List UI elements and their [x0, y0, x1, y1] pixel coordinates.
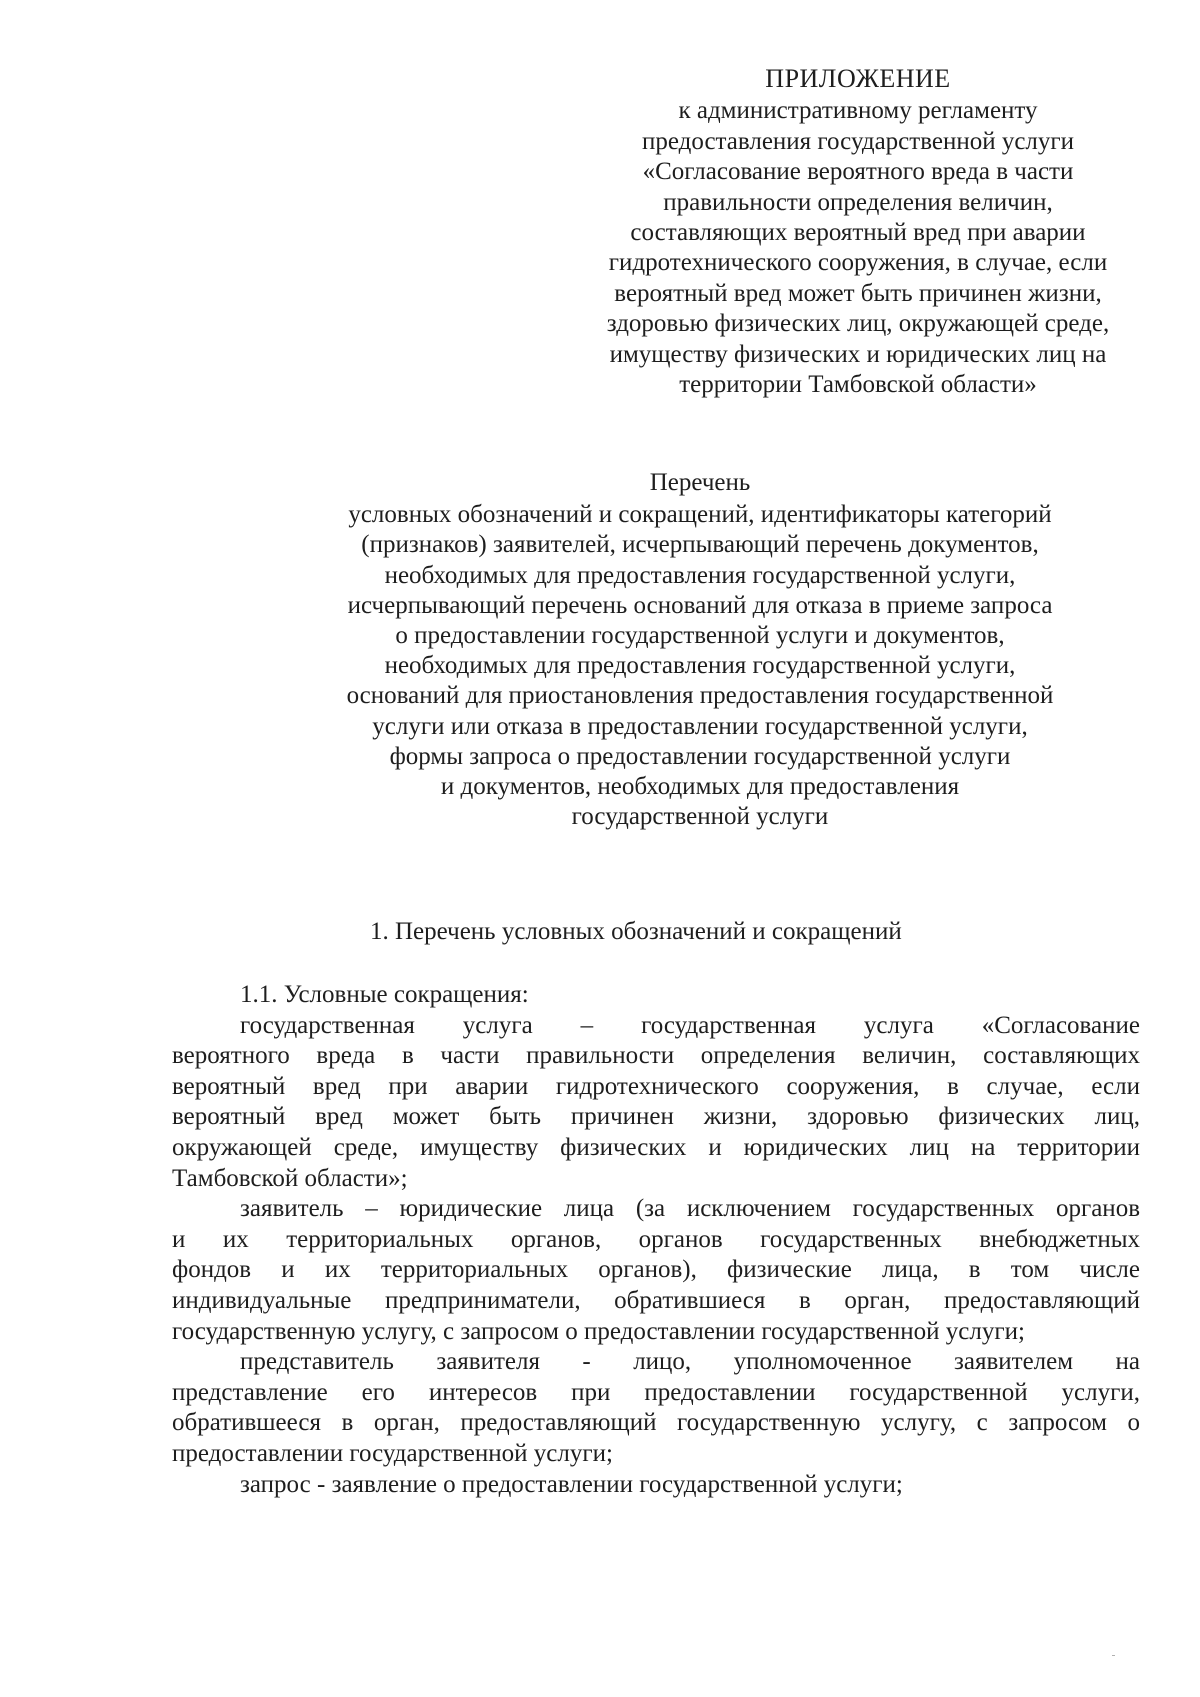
paragraph-line: государственная услуга – государственная услуга «Согласование — [240, 1011, 1140, 1039]
paragraph-applicant — [172, 1194, 1140, 1347]
paragraph-line: вероятный вред может быть причинен жизни, здоровью физических лиц, — [172, 1103, 1140, 1131]
appendix-line: составляющих вероятный вред при аварии — [630, 219, 1086, 247]
document-title-line: государственной услуги — [571, 803, 829, 831]
paragraph-request — [172, 1470, 1140, 1501]
paragraph-line: заявитель – юридические лица (за исключением государственных органов — [240, 1195, 1140, 1223]
appendix-header — [558, 64, 1158, 400]
paragraph-line: предоставлении государственной услуги; — [172, 1439, 613, 1467]
appendix-line: вероятный вред может быть причинен жизни, — [614, 279, 1102, 307]
document-title-line: (признаков) заявителей, исчерпывающий перечень документов, — [361, 531, 1039, 559]
paragraph-line: вероятного вреда в части правильности определения величин, составляющих — [172, 1042, 1140, 1070]
paragraph-line: и их территориальных органов, органов государственных внебюджетных — [172, 1225, 1140, 1253]
document-title — [270, 468, 1130, 832]
document-title-line: условных обозначений и сокращений, идентификаторы категорий — [348, 501, 1052, 529]
document-title-line: и документов, необходимых для предоставления — [440, 773, 960, 801]
appendix-line: предоставления государственной услуги — [641, 127, 1075, 155]
section-body — [172, 980, 1140, 1500]
appendix-line: гидротехнического сооружения, в случае, если — [608, 249, 1108, 277]
appendix-title: ПРИЛОЖЕНИЕ — [765, 64, 951, 93]
appendix-line: здоровью физических лиц, окружающей среде, — [606, 310, 1110, 338]
subsection-heading: 1.1. Условные сокращения: — [240, 981, 529, 1008]
paragraph-line: представитель заявителя - лицо, уполномоченное заявителем на — [240, 1348, 1140, 1376]
paragraph-state-service — [172, 1011, 1140, 1195]
document-title-head: Перечень — [649, 469, 751, 496]
document-title-line: о предоставлении государственной услуги и документов, — [395, 622, 1005, 650]
appendix-line: «Согласование вероятного вреда в части — [642, 158, 1074, 186]
appendix-line: правильности определения величин, — [663, 188, 1053, 216]
scan-mark — [1112, 1655, 1115, 1656]
paragraph-line: фондов и их территориальных органов), физические лица, в том числе — [172, 1256, 1140, 1284]
paragraph-line: обратившееся в орган, предоставляющий государственную услугу, с запросом о — [172, 1409, 1140, 1437]
paragraph-line: вероятный вред при аварии гидротехнического сооружения, в случае, если — [172, 1072, 1140, 1100]
appendix-line: к административному регламенту — [678, 97, 1038, 125]
paragraph-line: представление его интересов при предоставлении государственной услуги, — [172, 1378, 1140, 1406]
document-title-line: оснований для приостановления предоставления государственной — [346, 682, 1054, 710]
paragraph-representative — [172, 1347, 1140, 1469]
appendix-line: имуществу физических и юридических лиц на — [609, 340, 1107, 368]
appendix-line: территории Тамбовской области» — [679, 371, 1037, 399]
paragraph-line: запрос - заявление о предоставлении государственной услуги; — [240, 1470, 903, 1498]
section-heading: 1. Перечень условных обозначений и сокращений — [370, 918, 902, 945]
document-title-line: необходимых для предоставления государственной услуги, — [384, 652, 1016, 680]
paragraph-line: государственную услугу, с запросом о предоставлении государственной услуги; — [172, 1317, 1025, 1345]
document-title-line: услуги или отказа в предоставлении государственной услуги, — [372, 712, 1028, 740]
document-title-line: формы запроса о предоставлении государственной услуги — [389, 742, 1011, 770]
document-title-line: исчерпывающий перечень оснований для отказа в приеме запроса — [347, 591, 1053, 619]
paragraph-line: индивидуальные предприниматели, обратившиеся в орган, предоставляющий — [172, 1286, 1140, 1314]
paragraph-line: окружающей среде, имуществу физических и юридических лиц на территории — [172, 1133, 1140, 1161]
paragraph-line: Тамбовской области»; — [172, 1164, 408, 1192]
document-title-line: необходимых для предоставления государственной услуги, — [384, 561, 1016, 589]
